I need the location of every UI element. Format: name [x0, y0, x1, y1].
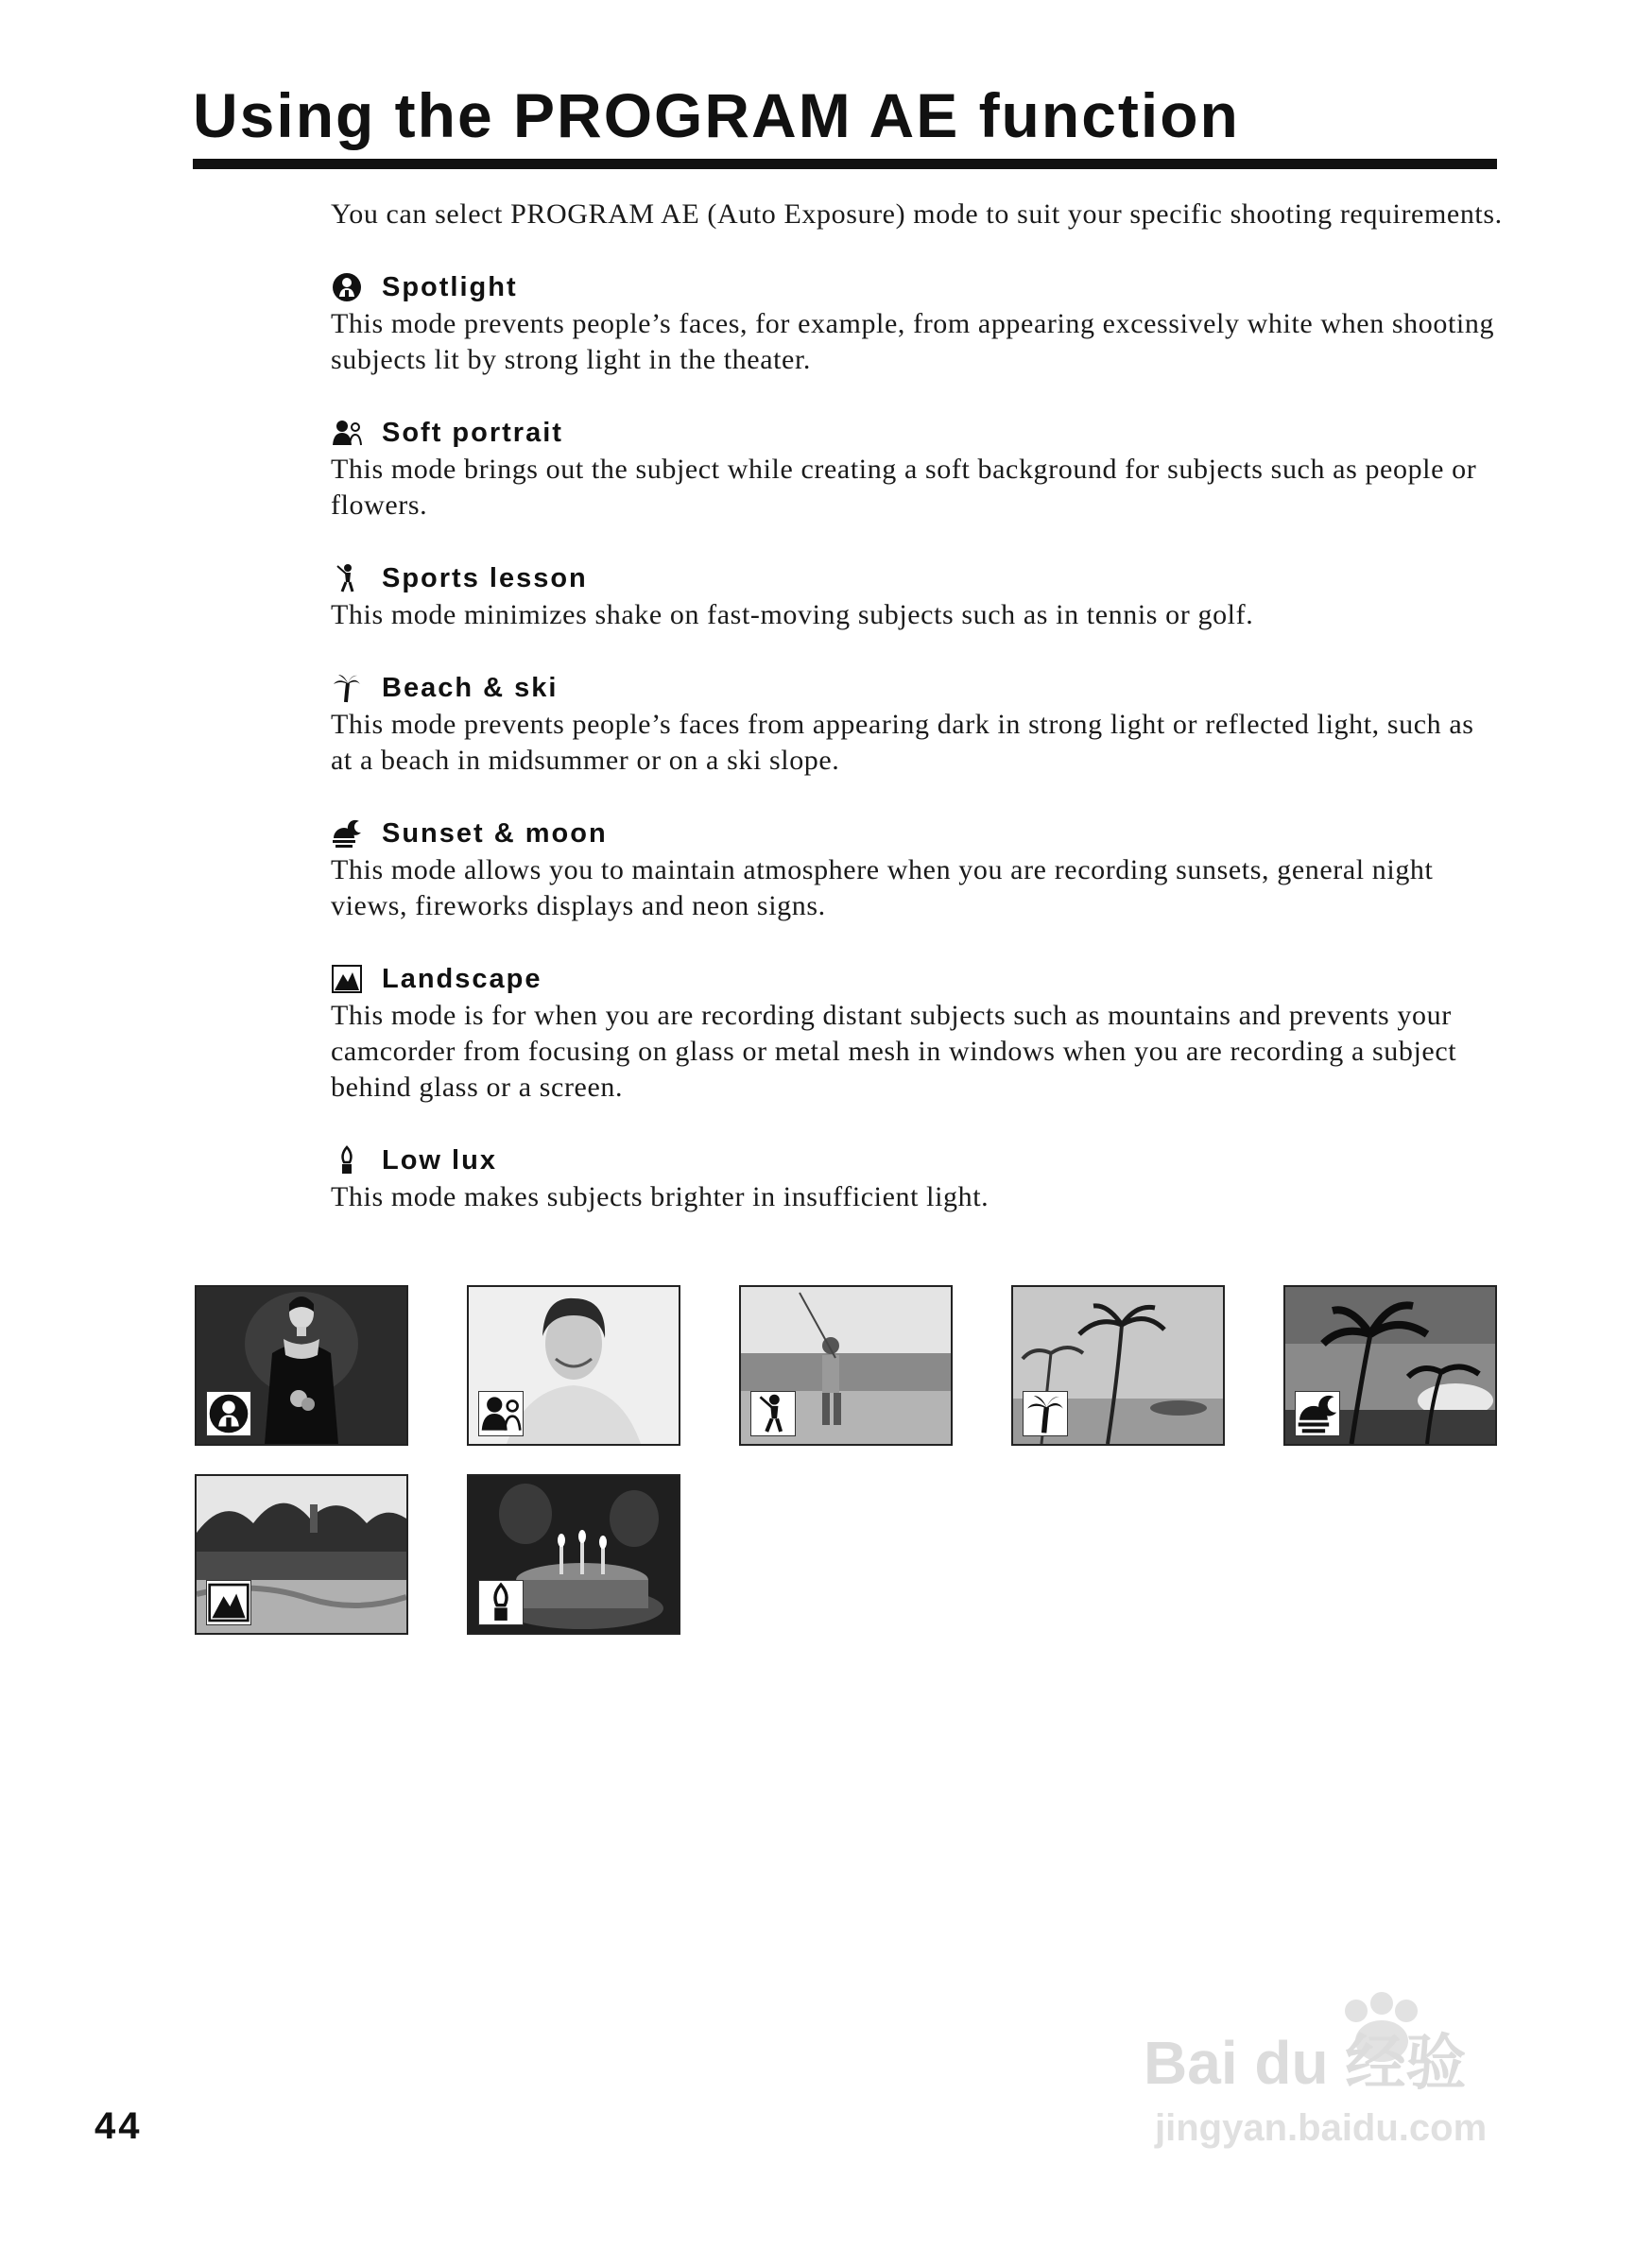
mode-spotlight [331, 268, 1503, 378]
mode-beach-ski [331, 669, 1503, 779]
title-rule [193, 159, 1497, 169]
soft-portrait-icon [478, 1391, 524, 1436]
thumbnail-sports-lesson [739, 1285, 953, 1446]
mode-description: This mode prevents people’s faces from appearing dark in strong light or reflected light, such as at a beach in midsummer or on a ski slope. [331, 709, 1474, 776]
thumbnail-soft-portrait [467, 1285, 680, 1446]
low-lux-icon [331, 1144, 363, 1176]
baidu-watermark [1144, 1984, 1559, 2155]
content [331, 197, 1503, 1215]
mode-description: This mode makes subjects brighter in insufficient light. [331, 1181, 989, 1212]
mode-low-lux [331, 1142, 1503, 1215]
thumbnail-spotlight [195, 1285, 408, 1446]
mode-title: Spotlight [382, 271, 518, 302]
mode-title: Landscape [382, 963, 542, 994]
sunset-moon-icon [1295, 1391, 1340, 1436]
spotlight-icon [331, 271, 363, 303]
intro-paragraph: You can select PROGRAM AE (Auto Exposure) mode to suit your specific shooting requirements. [331, 198, 1503, 230]
mode-description: This mode brings out the subject while creating a soft background for subjects such as people or flowers. [331, 454, 1477, 521]
page-number: 44 [95, 2105, 143, 2147]
mode-soft-portrait [331, 414, 1503, 524]
mode-title: Beach & ski [382, 672, 559, 703]
sports-lesson-icon [750, 1391, 796, 1436]
mode-title: Sunset & moon [382, 817, 608, 849]
landscape-icon [206, 1580, 251, 1625]
spotlight-icon [206, 1391, 251, 1436]
landscape-icon [331, 963, 363, 995]
watermark-brand: Bai du 经验 [1144, 2029, 1467, 2097]
sunset-moon-icon [331, 817, 363, 850]
mode-description: This mode minimizes shake on fast-moving subjects such as in tennis or golf. [331, 599, 1254, 630]
mode-title: Low lux [382, 1144, 497, 1176]
mode-description: This mode is for when you are recording distant subjects such as mountains and prevents your camcorder from focusing on glass or metal mesh in windows when you are recording a subject behind glass or a screen. [331, 1000, 1457, 1103]
mode-landscape [331, 960, 1503, 1106]
thumbnail-beach-ski [1011, 1285, 1225, 1446]
mode-description: This mode allows you to maintain atmosphere when you are recording sunsets, general night views, fireworks displays and neon signs. [331, 854, 1434, 921]
watermark-url: jingyan.baidu.com [1155, 2107, 1488, 2149]
mode-title: Sports lesson [382, 562, 588, 593]
mode-description: This mode prevents people’s faces, for example, from appearing excessively white when shooting subjects lit by strong light in the theater. [331, 308, 1495, 375]
thumbnail-landscape [195, 1474, 408, 1635]
soft-portrait-icon [331, 417, 363, 449]
mode-sunset-moon [331, 815, 1503, 924]
beach-ski-icon [1023, 1391, 1068, 1436]
thumbnail-low-lux [467, 1474, 680, 1635]
page-title: Using the PROGRAM AE function [193, 80, 1240, 150]
mode-sports-lesson [331, 559, 1503, 633]
thumbnail-sunset-moon [1283, 1285, 1497, 1446]
low-lux-icon [478, 1580, 524, 1625]
sports-lesson-icon [331, 562, 363, 594]
beach-ski-icon [331, 672, 363, 704]
mode-title: Soft portrait [382, 417, 563, 448]
